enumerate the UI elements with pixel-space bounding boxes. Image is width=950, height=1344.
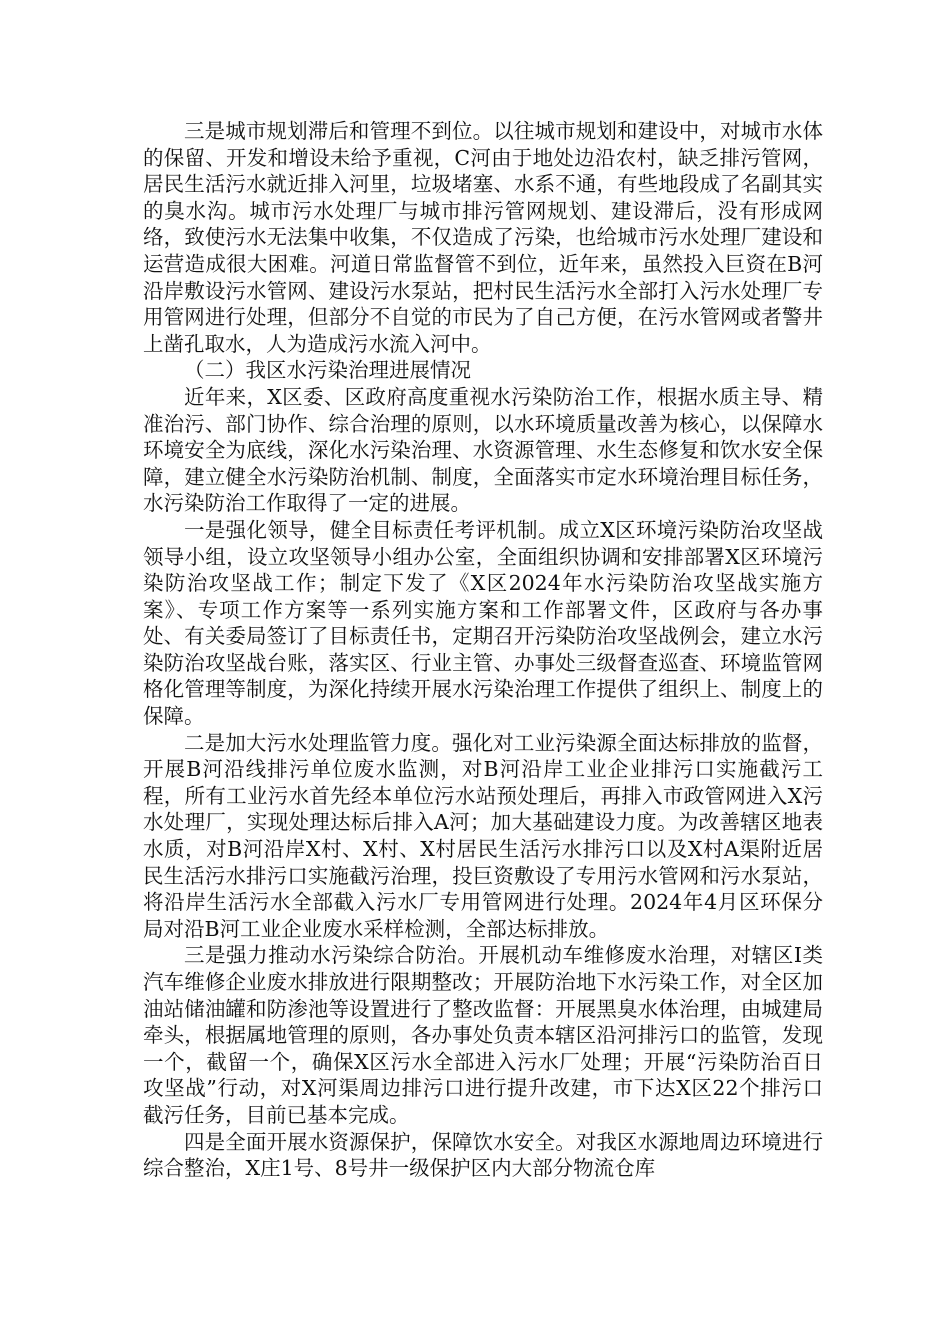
paragraph-leadership: 一是强化领导，健全目标责任考评机制。成立X区环境污染防治攻坚战领导小组，设立攻坚领导小组办公室，全面组织协调和安排部署X区环境污染防治攻坚战工作；制定下发了《X区2024年水污染防治攻坚战实施方案》、专项工作方案等一系列实施方案和工作部署文件，区政府与各办事处、有关委局签订了目标责任书，定期召开污染防治攻坚战例会，建立水污染防治攻坚战台账，落实区、行业主管、办事处三级督查巡查、环境监管网格化管理等制度，为深化持续开展水污染治理工作提供了组织上、制度上的保障。 [143,517,823,729]
document-body [143,118,823,1182]
paragraph-overview: 近年来，X区委、区政府高度重视水污染防治工作，根据水质主导、精准治污、部门协作、综合治理的原则，以水环境质量改善为核心，以保障水环境安全为底线，深化水污染治理、水资源管理、水生态修复和饮水安全保障，建立健全水污染防治机制、制度，全面落实市定水环境治理目标任务，水污染防治工作取得了一定的进展。 [143,384,823,516]
section-heading-progress: （二）我区水污染治理进展情况 [184,358,471,383]
paragraph-comprehensive-control: 三是强力推动水污染综合防治。开展机动车维修废水治理，对辖区I类汽车维修企业废水排放进行限期整改；开展防治地下水污染工作，对全区加油站储油罐和防渗池等设置进行了整改监督：开展黑臭水体治理，由城建局牵头，根据属地管理的原则，各办事处负责本辖区沿河排污口的监管，发现一个，截留一个，确保X区污水全部进入污水厂处理；开展“污染防治百日攻坚战”行动，对X河渠周边排污口进行提升改建，市下达X区22个排污口截污任务，目前已基本完成。 [143,943,823,1127]
paragraph-water-resource-protection: 四是全面开展水资源保护，保障饮水安全。对我区水源地周边环境进行综合整治，X庄1号、8号井一级保护区内大部分物流仓库 [143,1129,823,1181]
paragraph-urban-planning: 三是城市规划滞后和管理不到位。以往城市规划和建设中，对城市水体的保留、开发和增设未给予重视，C河由于地处边沿农村，缺乏排污管网，居民生活污水就近排入河里，垃圾堵塞、水系不通，有些地段成了名副其实的臭水沟。城市污水处理厂与城市排污管网规划、建设滞后，没有形成网络，致使污水无法集中收集，不仅造成了污染，也给城市污水处理厂建设和运营造成很大困难。河道日常监督管不到位，近年来，虽然投入巨资在B河沿岸敷设污水管网、建设污水泵站，把村民生活污水全部打入污水处理厂专用管网进行处理，但部分不自觉的市民为了自己方便，在污水管网或者警井上凿孔取水，人为造成污水流入河中。 [143,119,823,356]
paragraph-sewage-supervision: 二是加大污水处理监管力度。强化对工业污染源全面达标排放的监督，开展B河沿线排污单位废水监测，对B河沿岸工业企业排污口实施截污工程，所有工业污水首先经本单位污水站预处理后，再排入市政管网进入X污水处理厂，实现处理达标后排入A河；加大基础建设力度。为改善辖区地表水质，对B河沿岸X村、X村、X村居民生活污水排污口以及X村A渠附近居民生活污水排污口实施截污治理，投巨资敷设了专用污水管网和污水泵站，将沿岸生活污水全部截入污水厂专用管网进行处理。2024年4月区环保分局对沿B河工业企业废水采样检测，全部达标排放。 [143,730,823,941]
